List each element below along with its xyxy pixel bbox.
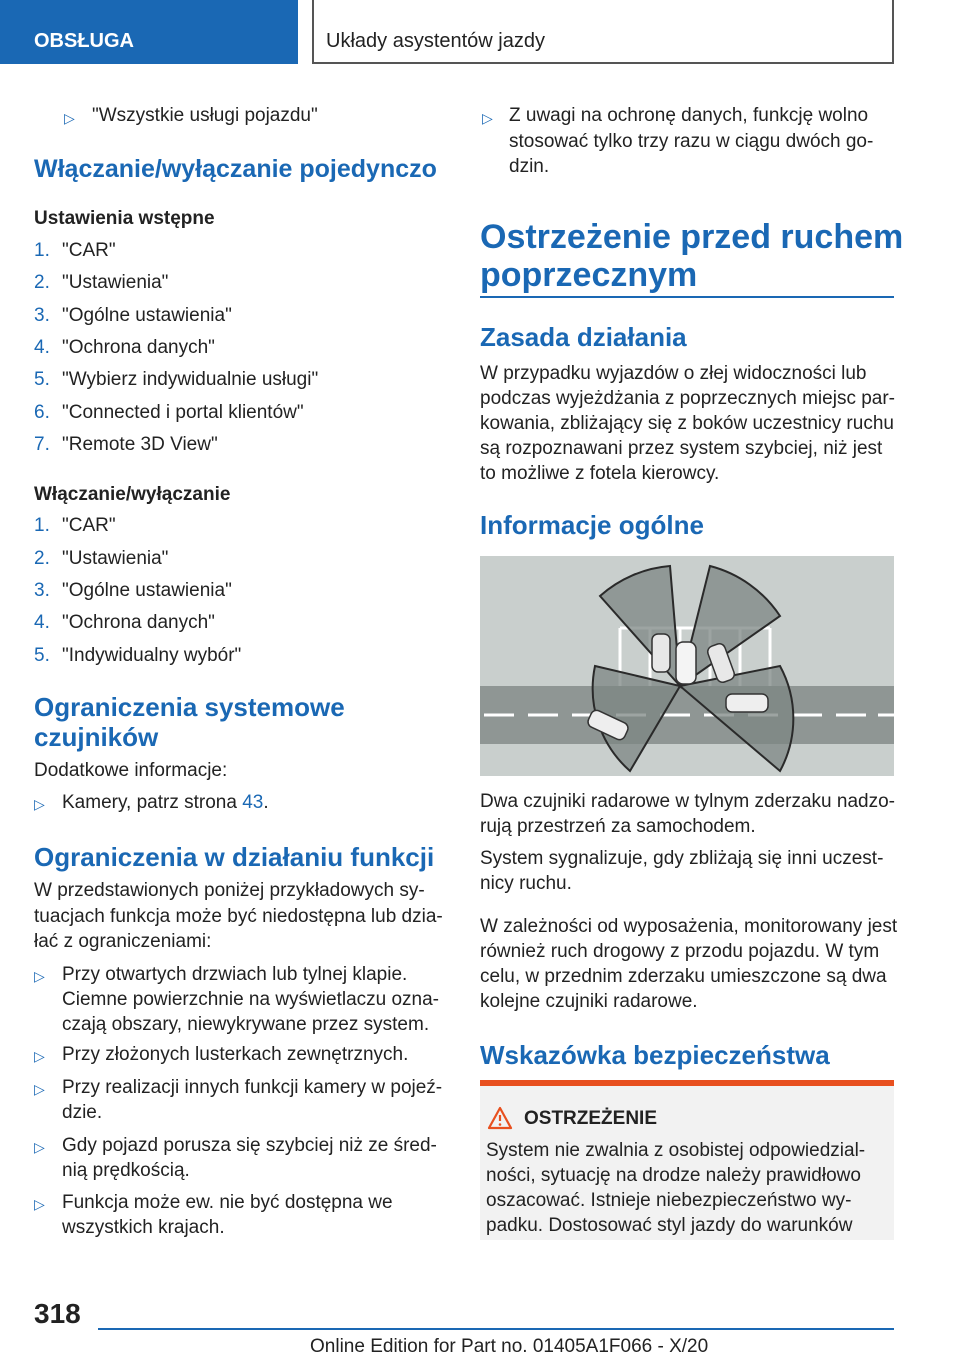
cam-reference-dot: . <box>263 792 269 813</box>
list-item: Przy złożonych lusterkach zewnętrznych. <box>62 1044 409 1065</box>
list-item: "CAR" <box>62 515 116 536</box>
list-number: 3. <box>34 580 50 601</box>
warning-text: ności, sytuację na drodze należy prawidłowo <box>486 1165 861 1186</box>
paragraph-line: są rozpoznawani przez system szybciej, niż jest <box>480 438 883 459</box>
chapter-heading: Ostrzeżenie przed ruchem <box>480 218 904 256</box>
section-heading-individual: Włączanie/wyłączanie pojedynczo <box>34 155 437 183</box>
list-number: 1. <box>34 240 50 261</box>
extra-info-label: Dodatkowe informacje: <box>34 760 228 781</box>
paragraph-line: rują przestrzeń za samochodem. <box>480 816 756 837</box>
bullet-triangle-icon: ▷ <box>34 1048 45 1064</box>
cross-traffic-illustration <box>480 556 894 776</box>
list-item: "Indywidualny wybór" <box>62 645 242 666</box>
list-number: 5. <box>34 369 50 390</box>
paragraph-line: Dwa czujniki radarowe w tylnym zderzaku nadzo- <box>480 791 895 812</box>
page-link-43[interactable]: 43 <box>242 792 264 813</box>
bullet-triangle-icon: ▷ <box>34 1196 45 1212</box>
approaching-car-right <box>726 694 768 712</box>
footer-rule <box>98 1328 894 1330</box>
own-vehicle <box>676 642 696 684</box>
paragraph-line: System sygnalizuje, gdy zbliżają się inni uczest- <box>480 848 884 869</box>
list-item: wszystkich krajach. <box>62 1217 225 1238</box>
list-item: "Remote 3D View" <box>62 434 218 455</box>
list-item: "Ochrona danych" <box>62 612 215 633</box>
paragraph-line: również ruch drogowy z przodu pojazdu. W tym <box>480 941 880 962</box>
paragraph-line: kolejne czujniki radarowe. <box>480 991 698 1012</box>
list-item: "CAR" <box>62 240 116 261</box>
header-section-tab <box>0 0 298 64</box>
list-item: nią prędkością. <box>62 1160 190 1181</box>
header-section-label: OBSŁUGA <box>34 30 134 52</box>
cam-reference <box>62 792 269 814</box>
warning-text: padku. Dostosować styl jazdy do warunków <box>486 1215 853 1236</box>
page-number: 318 <box>34 1298 81 1329</box>
list-number: 6. <box>34 402 50 423</box>
list-number: 2. <box>34 272 50 293</box>
list-item: czają obszary, niewykrywane przez system. <box>62 1014 430 1035</box>
bullet-triangle-icon: ▷ <box>482 110 493 126</box>
subheading-onoff: Włączanie/wyłączanie <box>34 484 231 505</box>
section-heading-function-limits: Ograniczenia w działaniu funkcji <box>34 842 435 872</box>
paragraph-line: W przedstawionych poniżej przykładowych sy- <box>34 880 425 901</box>
chapter-heading-rule <box>480 296 894 298</box>
list-number: 1. <box>34 515 50 536</box>
list-number: 4. <box>34 337 50 358</box>
list-number: 5. <box>34 645 50 666</box>
bullet-triangle-icon: ▷ <box>34 968 45 984</box>
header-chapter-box <box>312 0 894 64</box>
subheading-preset: Ustawienia wstępne <box>34 208 215 229</box>
list-item: "Ustawienia" <box>62 272 169 293</box>
footer-edition: Online Edition for Part no. 01405A1F066 - X/20 <box>310 1336 709 1357</box>
paragraph-line: W przypadku wyjazdów o złej widoczności lub <box>480 363 867 384</box>
list-item: "Ustawienia" <box>62 548 169 569</box>
section-heading-general: Informacje ogólne <box>480 510 704 540</box>
bullet-triangle-icon: ▷ <box>64 110 75 126</box>
cam-reference-text: Kamery, patrz strona <box>62 792 243 813</box>
section-heading-sensor-limits-cont: czujników <box>34 722 159 752</box>
paragraph-line: tuacjach funkcja może być niedostępna lub dzia- <box>34 906 443 927</box>
section-heading-safety: Wskazówka bezpieczeństwa <box>480 1040 830 1070</box>
list-item: "Ogólne ustawienia" <box>62 580 232 601</box>
list-item: "Ochrona danych" <box>62 337 215 358</box>
warning-text: System nie zwalnia z osobistej odpowiedzial- <box>486 1140 866 1161</box>
paragraph-line: łać z ograniczeniami: <box>34 931 212 952</box>
paragraph-line: to możliwe z fotela kierowcy. <box>480 463 720 484</box>
list-item: Przy realizacji innych funkcji kamery w pojeź- <box>62 1077 443 1098</box>
warning-triangle-icon <box>487 1106 513 1130</box>
paragraph-line: kowania, zbliżający się z boków uczestnicy ruchu <box>480 413 894 434</box>
parked-car-left <box>652 634 670 672</box>
list-item: Z uwagi na ochronę danych, funkcję wolno <box>509 105 869 126</box>
list-item: Przy otwartych drzwiach lub tylnej klapie. <box>62 964 408 985</box>
header-chapter-label: Układy asystentów jazdy <box>326 30 545 52</box>
bullet-triangle-icon: ▷ <box>34 1081 45 1097</box>
paragraph-line: podczas wyjeżdżania z poprzecznych miejsc par- <box>480 388 896 409</box>
paragraph-line: W zależności od wyposażenia, monitorowany jest <box>480 916 898 937</box>
list-item: "Connected i portal klientów" <box>62 402 304 423</box>
bullet-triangle-icon: ▷ <box>34 796 45 812</box>
list-item: dzin. <box>509 156 550 177</box>
list-item: Funkcja może ew. nie być dostępna we <box>62 1192 393 1213</box>
list-number: 7. <box>34 434 50 455</box>
list-number: 3. <box>34 305 50 326</box>
chapter-heading-cont: poprzecznym <box>480 256 698 294</box>
list-item: Ciemne powierzchnie na wyświetlaczu ozna- <box>62 989 440 1010</box>
list-item: stosować tylko trzy razu w ciągu dwóch go- <box>509 131 874 152</box>
list-item: "Wybierz indywidualnie usługi" <box>62 369 319 390</box>
warning-text: oszacować. Istnieje niebezpieczeństwo wy- <box>486 1190 852 1211</box>
list-number: 2. <box>34 548 50 569</box>
section-heading-sensor-limits: Ograniczenia systemowe <box>34 692 345 722</box>
paragraph-line: nicy ruchu. <box>480 873 572 894</box>
bullet-triangle-icon: ▷ <box>34 1139 45 1155</box>
list-number: 4. <box>34 612 50 633</box>
list-item: "Wszystkie usługi pojazdu" <box>92 105 318 126</box>
list-item: dzie. <box>62 1102 103 1123</box>
warning-title: OSTRZEŻENIE <box>524 1108 658 1129</box>
paragraph-line: celu, w przednim zderzaku umieszczone są dwa <box>480 966 887 987</box>
list-item: "Ogólne ustawienia" <box>62 305 232 326</box>
section-heading-principle: Zasada działania <box>480 322 687 352</box>
list-item: Gdy pojazd porusza się szybciej niż ze śred- <box>62 1135 437 1156</box>
